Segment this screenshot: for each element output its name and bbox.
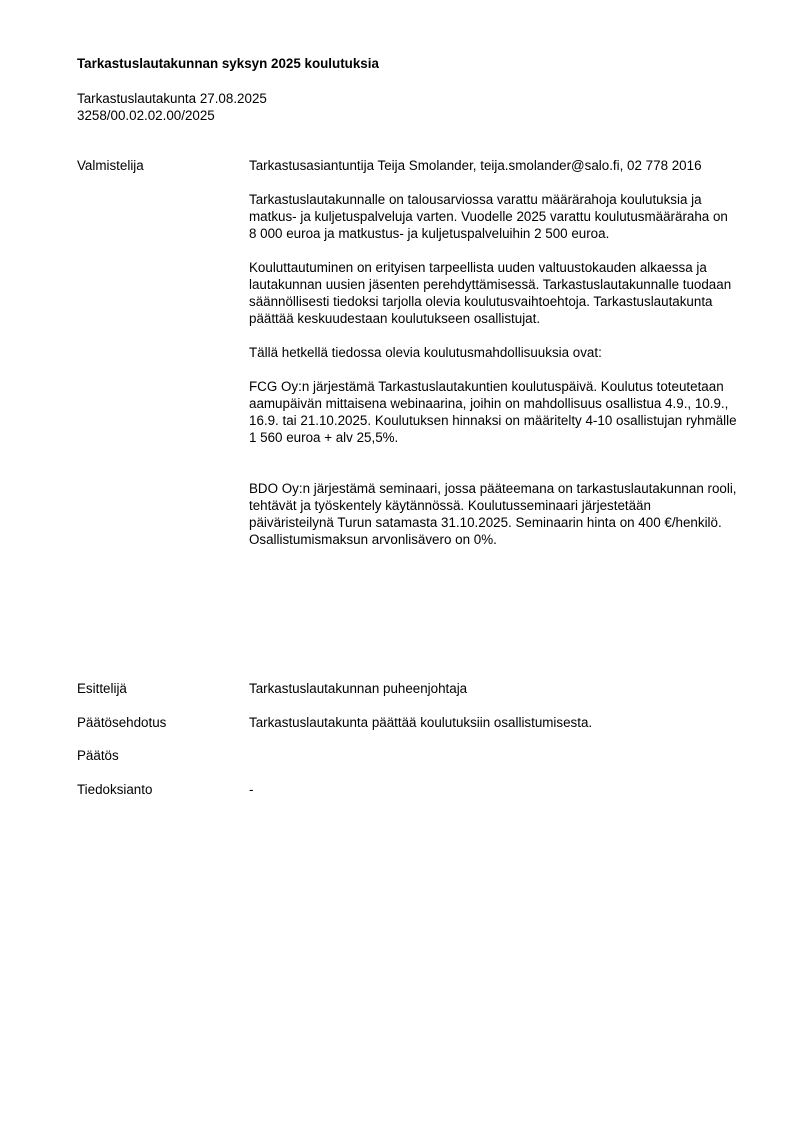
- training-need-paragraph: Kouluttautuminen on erityisen tarpeellista uuden valtuustokauden alkaessa ja lautakunnan uusien jäsenten perehdyttämisessä. Tarkastuslautakunnalle tuodaan säännöllisesti tiedoksi tarjolla olevia koulutusvaihtoehtoja. Tarkastuslautakunta päättää keskuudestaan koulutukseen osallistujat.: [249, 260, 732, 326]
- options-intro-paragraph: Tällä hetkellä tiedossa olevia koulutusmahdollisuuksia ovat:: [249, 345, 602, 360]
- bdo-seminar-paragraph: BDO Oy:n järjestämä seminaari, jossa pääteemana on tarkastuslautakunnan rooli, tehtävät ja työskentely käytännössä. Koulutusseminaari järjestetään päiväristeilynä Turun satamasta 31.10.2025. Seminaarin hinta on 400 €/henkilö. Osallistumismaksun arvonlisävero on 0%.: [249, 481, 737, 547]
- document-title: Tarkastuslautakunnan syksyn 2025 koulutuksia: [77, 56, 379, 71]
- record-id: 3258/00.02.02.00/2025: [77, 108, 215, 123]
- tiedoksianto-label: Tiedoksianto: [77, 782, 153, 797]
- esittelija-value: Tarkastuslautakunnan puheenjohtaja: [249, 681, 468, 696]
- paatosehdotus-label: Päätösehdotus: [77, 715, 167, 730]
- fcg-training-paragraph: FCG Oy:n järjestämä Tarkastuslautakuntien koulutuspäivä. Koulutus toteutetaan aamupäivän mittaisena webinaarina, joihin on mahdollisuus osallistua 4.9., 10.9., 16.9. tai 21.10.2025. Koulutuksen hinnaksi on määritelty 4-10 osallistujan ryhmälle 1 560 euroa + alv 25,5%.: [249, 379, 737, 445]
- document-meta: [77, 90, 267, 124]
- budget-paragraph: Tarkastuslautakunnalle on talousarviossa varattu määrärahoja koulutuksia ja matkus- ja kuljetuspalveluja varten. Vuodelle 2025 varattu koulutusmääräraha on 8 000 euroa ja matkustus- ja kuljetuspalveluihin 2 500 euroa.: [249, 192, 728, 241]
- meeting-line: Tarkastuslautakunta 27.08.2025: [77, 91, 267, 106]
- paatos-label: Päätös: [77, 748, 119, 763]
- preparer-contact: Tarkastusasiantuntija Teija Smolander, teija.smolander@salo.fi, 02 778 2016: [249, 158, 702, 173]
- valmistelija-label: Valmistelija: [77, 158, 144, 173]
- valmistelija-content: [249, 157, 739, 565]
- paatosehdotus-value: Tarkastuslautakunta päättää koulutuksiin osallistumisesta.: [249, 715, 593, 730]
- tiedoksianto-value: -: [249, 782, 254, 797]
- esittelija-label: Esittelijä: [77, 681, 127, 696]
